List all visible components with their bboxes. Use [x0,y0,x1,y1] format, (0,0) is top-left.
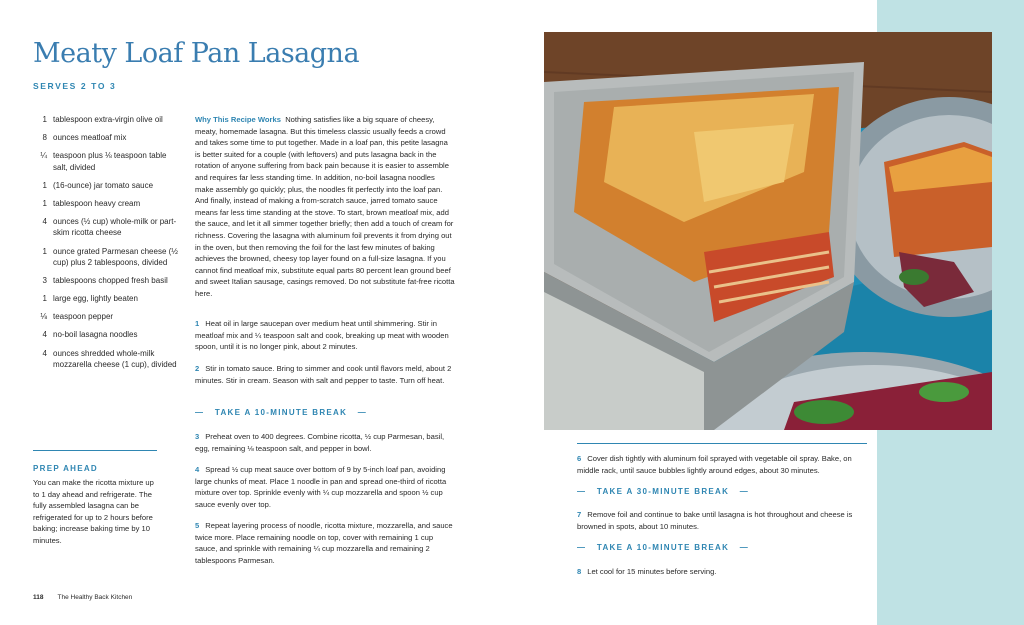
book-title: The Healthy Back Kitchen [57,594,133,601]
step-text: Heat oil in large saucepan over medium heat until shimmering. Stir in meatloaf mix and ¼ teaspoon salt and cook, breaking up meat with wooden spoon, until it is no longer pink, about 2 minutes. [195,319,449,352]
step-text: Stir in tomato sauce. Bring to simmer and cook until flavors meld, about 2 minutes. Stir in cream. Season with salt and pepper to taste. Turn off heat. [195,364,452,385]
ingredients-list [33,114,183,377]
ingredient-item: 1 tablespoon extra-virgin olive oil [42,115,163,124]
step-text: Preheat oven to 400 degrees. Combine ricotta, ½ cup Parmesan, basil, egg, remaining ⅛ teaspoon salt, and pepper in bowl. [195,432,445,453]
intro-lead: Why This Recipe Works [195,115,281,124]
recipe-intro [195,114,455,300]
lasagna-photo [544,32,992,430]
break-banner: — TAKE A 10-MINUTE BREAK — [195,408,368,417]
step-number: 5 [195,521,200,530]
step-number: 7 [577,510,582,519]
step [195,464,455,510]
step-number: 8 [577,567,582,576]
step-number: 2 [195,364,200,373]
ingredient-item: 3 tablespoons chopped fresh basil [42,276,168,286]
ingredient-item: 1 ounce grated Parmesan cheese (½ cup) plus 2 tablespoons, divided [42,246,178,268]
step [195,520,455,566]
ingredient-item: ¼ teaspoon plus ⅛ teaspoon table salt, divided [40,151,167,172]
step-text: Remove foil and continue to bake until lasagna is hot throughout and cheese is browned in spots, about 10 minutes. [577,510,853,531]
step [195,431,455,454]
step [577,509,867,532]
break-banner: — TAKE A 30-MINUTE BREAK — [577,487,750,496]
step [577,566,867,578]
serves-label: SERVES 2 TO 3 [33,81,117,91]
prep-ahead-divider [33,450,157,451]
step [195,318,455,353]
step-number: 3 [195,432,200,441]
ingredient-item: 1 large egg, lightly beaten [42,294,138,304]
ingredient-item: 4 ounces (½ cup) whole-milk or part-skim ricotta cheese [42,216,177,238]
page-footer [33,594,132,601]
step-text: Spread ½ cup meat sauce over bottom of 9 by 5-inch loaf pan, avoiding large chunks of meat. Place 1 noodle in pan and spread one-third of ricotta mixture over top. Sprinkle evenly with ¼ cup mozzarella and spoon ½ cup sauce evenly over top. [195,465,447,509]
step-number: 4 [195,465,200,474]
intro-text: Nothing satisfies like a big square of cheesy, meaty, homemade lasagna. But this timeless classic usually feeds a crowd and takes some time to put together. Made in a loaf pan, this petite lasagna is better suited for a couple (with leftovers) and puts lasagna back in the rotation of anyone suffering from back pain because it is easier to assemble and requires far less standing time. In addition, no-boil lasagna noodles make assembly go quickly; plus, the noodles fit perfectly into the loaf pan. And finally, instead of making a from-scratch sauce, jarred tomato sauce means far less time standing at the stove. To start, brown meatloaf mix, add the sauce, and let it all simmer together briefly; then add a touch of cream for richness. Covering the lasagna with aluminum foil prevents it from drying out in the oven, but then removing the foil for the last few minutes of baking achieves the browned, cheesy top layer found on a full-size lasagna. If you cannot find meatloaf mix, substitute equal parts 80 percent lean ground beef and sweet Italian sausage, casings removed. Do not substitute fat-free ricotta here. [195,115,455,298]
break-banner: — TAKE A 10-MINUTE BREAK — [577,543,750,552]
ingredient-item: 1 (16-ounce) jar tomato sauce [42,180,154,190]
ingredient-item: 8 ounces meatloaf mix [42,133,127,143]
step [577,453,867,476]
step-number: 6 [577,454,582,463]
step [195,363,455,386]
step-number: 1 [195,319,200,328]
prep-ahead-text: You can make the ricotta mixture up to 1 day ahead and refrigerate. The fully assembled lasagna can be refrigerated for up to 2 hours before baking; increase baking time by 10 minutes. [33,478,154,545]
ingredient-item: 4 ounces shredded whole-milk mozzarella cheese (1 cup), divided [42,348,177,370]
step-text: Repeat layering process of noodle, ricotta mixture, mozzarella, and sauce twice more. Place remaining noodle on top, cover with remaining 1 cup sauce, and sprinkle with remaining ¼ cup mozzarella and remaining 2 tablespoons Parmesan. [195,521,453,565]
prep-ahead-title: PREP AHEAD [33,464,99,473]
ingredient-item: 1 tablespoon heavy cream [42,198,141,208]
ingredient-item: ⅛ teaspoon pepper [40,312,114,322]
step-text: Cover dish tightly with aluminum foil sprayed with vegetable oil spray. Bake, on middle rack, until sauce bubbles lightly around edges, about 30 minutes. [577,454,852,475]
steps-divider [577,443,867,444]
ingredient-item: 4 no-boil lasagna noodles [42,330,138,340]
page-number: 118 [33,594,44,601]
step-text: Let cool for 15 minutes before serving. [587,567,717,576]
recipe-title: Meaty Loaf Pan Lasagna [33,38,360,69]
